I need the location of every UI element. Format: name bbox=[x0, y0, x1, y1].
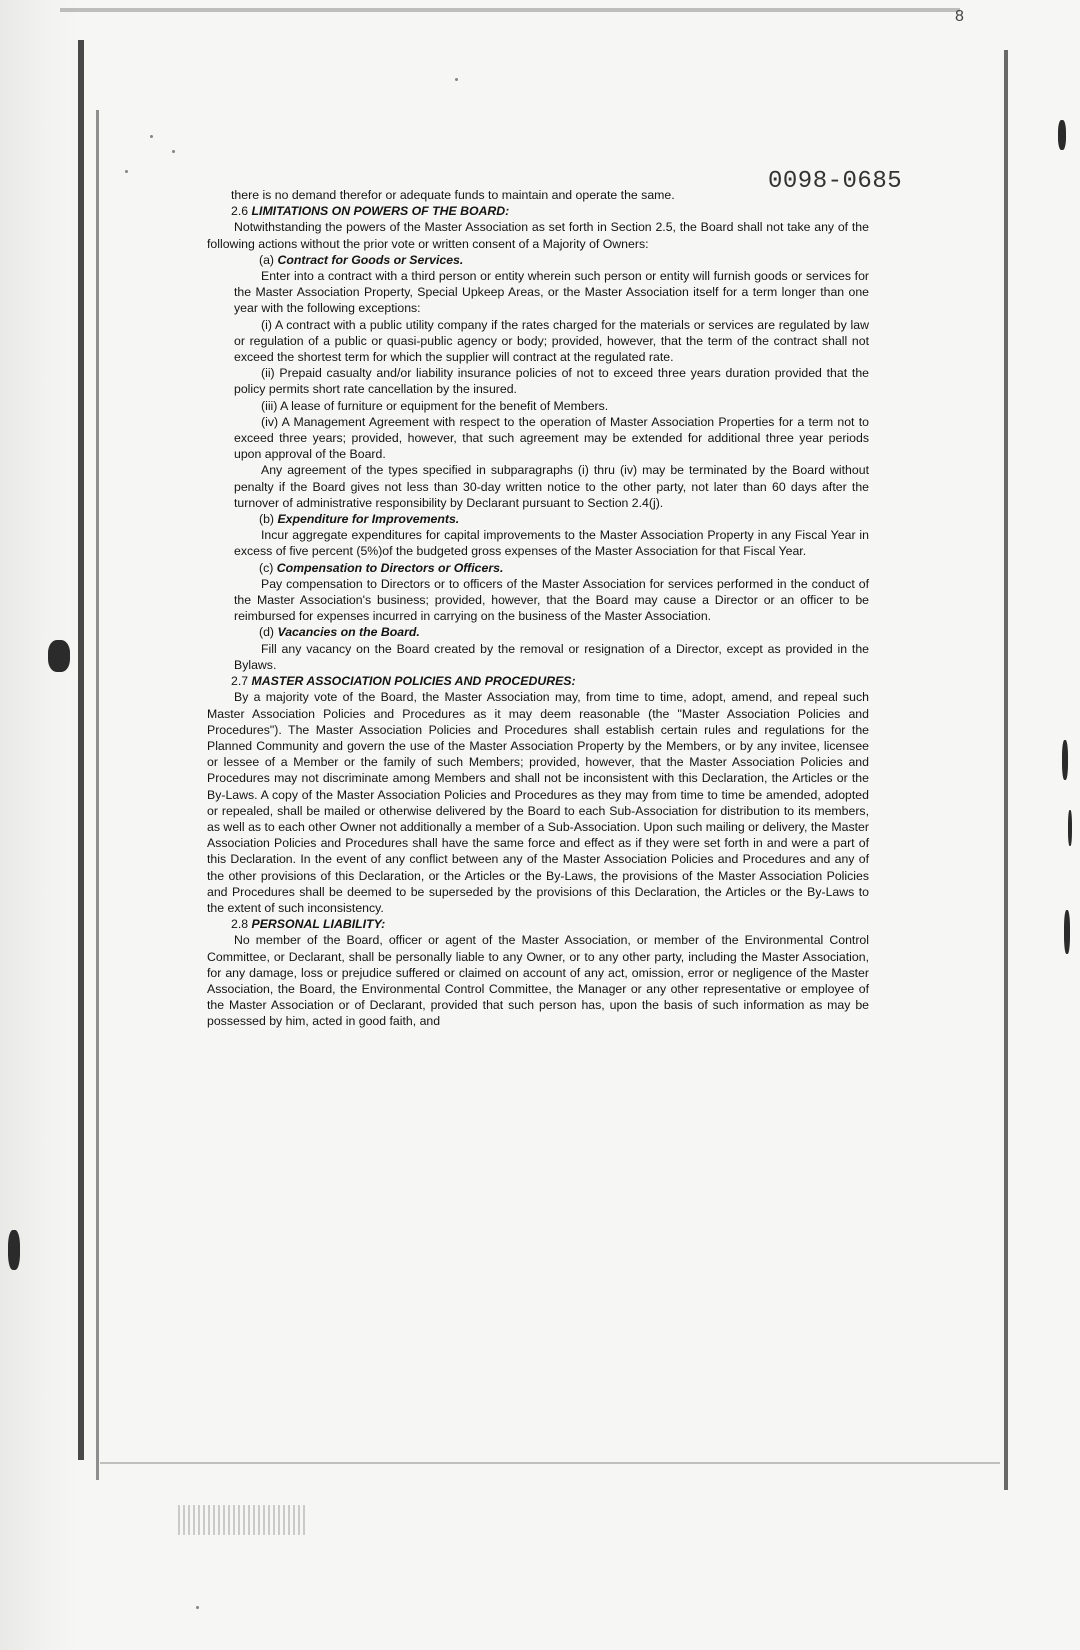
subsection-heading bbox=[207, 624, 869, 640]
list-item: (iii) A lease of furniture or equipment for the benefit of Members. bbox=[261, 398, 609, 413]
paragraph: No member of the Board, officer or agent of the Master Association, or member of the Environmental Control Committee, or Declarant, shall be personally liable to any Owner, or to any other party, including the Master Association, for any damage, loss or prejudice suffered or claimed on account of any act, omission, error or negligence of the Master Association, the Board, the Environmental Control Committee, the Manager or any other representative or employee of the Master Association or of Declarant, provided that such person has, upon the basis of such information as may be possessed by him, acted in good faith, and bbox=[207, 933, 869, 1029]
scan-blot bbox=[1068, 810, 1072, 846]
subsection-number: (c) bbox=[259, 560, 277, 575]
page-number-stamp: 0098-0685 bbox=[768, 168, 903, 195]
scan-frame-top bbox=[60, 8, 960, 12]
paragraph: Incur aggregate expenditures for capital improvements to the Master Association Property in any Fiscal Year in excess of five percent (5%)of the budgeted gross expenses of the Master Association for that Fiscal Year. bbox=[234, 528, 869, 559]
list-item: (i) A contract with a public utility company if the rates charged for the materials or services are regulated by law or regulation of a public or quasi-public agency or body; provided, however, that the term of the contract shall not exceed the shortest term for which the supplier will contract at the regulated rate. bbox=[234, 317, 869, 365]
list-item: (ii) Prepaid casualty and/or liability insurance policies of not to exceed three years duration provided that the policy permits short rate cancellation by the insured. bbox=[234, 366, 869, 397]
scan-blot bbox=[48, 640, 70, 672]
subsection-title: Expenditure for Improvements. bbox=[277, 512, 460, 527]
section-heading bbox=[207, 203, 869, 219]
scan-blot bbox=[8, 1230, 20, 1270]
scan-frame-bottom bbox=[100, 1462, 1000, 1464]
subsection-heading bbox=[207, 560, 869, 576]
subsection-title: Contract for Goods or Services. bbox=[277, 252, 464, 267]
scan-speck bbox=[196, 1606, 199, 1609]
section-heading bbox=[207, 673, 869, 689]
list-item: (iv) A Management Agreement with respect to the operation of Master Association Properties for a term not to exceed three years; provided, however, that such agreement may be extended for additional three year periods upon approval of the Board. bbox=[234, 414, 869, 462]
section-heading bbox=[207, 916, 869, 932]
section-number: 2.7 bbox=[231, 674, 252, 689]
scan-frame-right bbox=[1004, 50, 1008, 1490]
scan-blot bbox=[1062, 740, 1068, 780]
paragraph: Fill any vacancy on the Board created by the removal or resignation of a Director, except as provided in the Bylaws. bbox=[234, 641, 869, 672]
section-title: LIMITATIONS ON POWERS OF THE BOARD: bbox=[251, 204, 510, 219]
scan-edge-left bbox=[0, 0, 78, 1650]
subsection-title: Vacancies on the Board. bbox=[277, 625, 420, 640]
paragraph: By a majority vote of the Board, the Master Association may, from time to time, adopt, amend, and repeal such Master Association Policies and Procedures as it may deem reasonable (the "Master Association Policies and Procedures"). The Master Association Policies and Procedures shall establish certain rules and regulations for the Planned Community and govern the use of the Master Association Property by the Members, or by any invitee, licensee or lessee of a Member or the family of such Members; provided, however, that the Master Association Policies and Procedures may not discriminate among Members and shall not be inconsistent with this Declaration, the Articles or the By-Laws. A copy of the Master Association Policies and Procedures as they may from time to time be amended, adopted or repealed, shall be mailed or otherwise delivered by the Board to each Sub-Association for distribution to its members, as well as to each other Owner not additionally a member of a Sub-Association. Upon such mailing or delivery, the Master Association Policies and Procedures shall have the same force and effect as if they were set forth in and were a part of this Declaration. In the event of any conflict between any of the Master Association Policies and Procedures and any of the other provisions of this Declaration, or the Articles or the By-Laws, the provisions of the Master Association Policies and Procedures shall be deemed to be superseded by the provisions of this Declaration, the Articles or the By-Laws to the extent of such inconsistency. bbox=[207, 690, 869, 915]
subsection-title: Compensation to Directors or Officers. bbox=[276, 560, 504, 575]
scan-blot bbox=[1064, 910, 1070, 954]
paragraph: there is no demand therefor or adequate funds to maintain and operate the same. bbox=[231, 188, 675, 202]
subsection-heading bbox=[207, 511, 869, 527]
subsection-number: (d) bbox=[259, 625, 278, 640]
scan-smear bbox=[178, 1505, 308, 1535]
scan-blot bbox=[1058, 120, 1066, 150]
document-body bbox=[207, 187, 869, 1030]
scan-frame-left bbox=[78, 40, 84, 1460]
section-number: 2.8 bbox=[231, 917, 252, 932]
section-title: PERSONAL LIABILITY: bbox=[251, 917, 386, 932]
section-number: 2.6 bbox=[231, 204, 252, 219]
paragraph: Enter into a contract with a third person or entity wherein such person or entity will furnish goods or services for the Master Association Property, Special Upkeep Areas, or the Master Association itself for a term longer than one year with the following exceptions: bbox=[234, 269, 869, 316]
scan-speck bbox=[455, 78, 458, 81]
scan-speck bbox=[172, 150, 175, 153]
corner-mark: 8 bbox=[955, 8, 964, 25]
paragraph: Notwithstanding the powers of the Master Association as set forth in Section 2.5, the Board shall not take any of the following actions without the prior vote or written consent of a Majority of Owners: bbox=[207, 220, 869, 251]
list-item: Any agreement of the types specified in subparagraphs (i) thru (iv) may be terminated by the Board without penalty if the Board gives not less than 30-day written notice to the other party, not later than 60 days after the turnover of administrative responsibility by Declarant pursuant to Section 2.4(j). bbox=[234, 463, 869, 510]
subsection-number: (b) bbox=[259, 512, 278, 527]
scan-speck bbox=[125, 170, 128, 173]
paragraph: Pay compensation to Directors or to officers of the Master Association for services performed in the conduct of the Master Association's business; provided, however, that the Board may cause a Director or an officer to be reimbursed for expenses incurred in carrying on the business of the Master Association. bbox=[234, 576, 869, 624]
subsection-heading bbox=[207, 252, 869, 268]
subsection-number: (a) bbox=[259, 252, 278, 267]
scan-frame-left-inner bbox=[96, 110, 99, 1480]
section-title: MASTER ASSOCIATION POLICIES AND PROCEDURES: bbox=[251, 674, 576, 689]
scan-speck bbox=[150, 135, 153, 138]
